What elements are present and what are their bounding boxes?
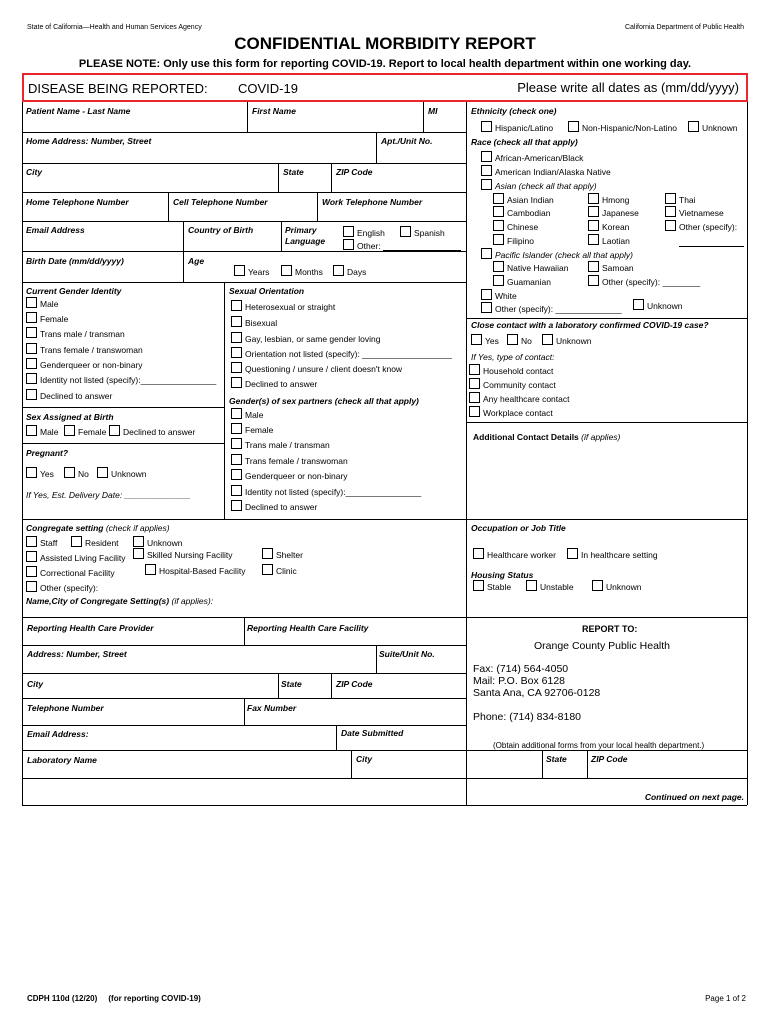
household-contact-label: Household contact (483, 366, 554, 376)
provider-label: Reporting Health Care Provider (27, 623, 154, 633)
gender-nonbinary-label: Genderqueer or non-binary (40, 360, 143, 370)
skilled-nursing-checkbox[interactable] (133, 548, 144, 559)
housing-unstable-label: Unstable (540, 582, 574, 592)
native-hawaiian-label: Native Hawaiian (507, 263, 569, 273)
community-contact-label: Community contact (483, 380, 556, 390)
race-white-checkbox[interactable] (481, 289, 492, 300)
housing-unknown-label: Unknown (606, 582, 642, 592)
age-months-label: Months (295, 267, 323, 277)
form-id: CDPH 110d (12/20) (for reporting COVID-19) (27, 994, 201, 1003)
orientation-bisexual-checkbox[interactable] (231, 316, 242, 327)
ethnicity-unknown-checkbox[interactable] (688, 121, 699, 132)
gender-transman-checkbox[interactable] (26, 327, 37, 338)
chinese-label: Chinese (507, 222, 539, 232)
cell-phone-label: Cell Telephone Number (173, 197, 268, 207)
healthcare-worker-label: Healthcare worker (487, 550, 556, 560)
samoan-label: Samoan (602, 263, 634, 273)
age-months-checkbox[interactable] (281, 265, 292, 276)
congregate-title-suffix: (check if applies) (105, 523, 170, 533)
provider-zip-label: ZIP Code (336, 679, 373, 689)
orientation-declined-label: Declined to answer (245, 379, 318, 389)
lab-city-label: City (356, 754, 373, 764)
hmong-checkbox[interactable] (588, 193, 599, 204)
guamanian-label: Guamanian (507, 277, 551, 287)
disease-value: COVID-19 (238, 81, 298, 96)
correctional-checkbox[interactable] (26, 566, 37, 577)
orientation-questioning-label: Questioning / unsure / client doesn't know (245, 364, 403, 374)
age-years-label: Years (248, 267, 270, 277)
delivery-date-label: If Yes, Est. Delivery Date: ______________ (26, 490, 191, 500)
primary-language-label-2: Language (285, 236, 326, 246)
sex-male-label: Male (40, 427, 59, 437)
shelter-checkbox[interactable] (262, 548, 273, 559)
congregate-staff-label: Staff (40, 538, 58, 548)
partner-transwoman-checkbox[interactable] (231, 454, 242, 465)
race-other-checkbox[interactable] (481, 302, 492, 313)
sex-birth-title: Sex Assigned at Birth (26, 412, 114, 422)
contact-yes-label: Yes (485, 336, 499, 346)
gender-transwoman-label: Trans female / transwoman (40, 345, 143, 355)
report-to-city: Santa Ana, CA 92706-0128 (473, 687, 601, 699)
race-unknown-label: Unknown (647, 301, 683, 311)
assisted-living-checkbox[interactable] (26, 551, 37, 562)
housing-unstable-checkbox[interactable] (526, 580, 537, 591)
japanese-label: Japanese (602, 208, 639, 218)
korean-label: Korean (602, 222, 630, 232)
shelter-label: Shelter (276, 550, 303, 560)
housing-unknown-checkbox[interactable] (592, 580, 603, 591)
report-to-obtain: (Obtain additional forms from your local health department.) (493, 741, 705, 750)
mi-label: MI (428, 106, 438, 116)
asian-other-checkbox[interactable] (665, 220, 676, 231)
provider-state-label: State (281, 679, 302, 689)
congregate-resident-checkbox[interactable] (71, 536, 82, 547)
hispanic-checkbox[interactable] (481, 121, 492, 132)
samoan-checkbox[interactable] (588, 261, 599, 272)
gender-male-checkbox[interactable] (26, 297, 37, 308)
vietnamese-label: Vietnamese (679, 208, 724, 218)
hmong-label: Hmong (602, 195, 630, 205)
agency-left: State of California—Health and Human Services Agency (27, 24, 202, 31)
report-to-fax: Fax: (714) 564-4050 (473, 663, 569, 675)
japanese-checkbox[interactable] (588, 206, 599, 217)
form-title: CONFIDENTIAL MORBIDITY REPORT (234, 34, 536, 53)
pregnant-no-label: No (78, 469, 89, 479)
orientation-straight-checkbox[interactable] (231, 300, 242, 311)
hospital-based-checkbox[interactable] (145, 564, 156, 575)
gender-transwoman-checkbox[interactable] (26, 343, 37, 354)
close-contact-title: Close contact with a laboratory confirmed COVID-19 case? (471, 320, 709, 330)
partner-transman-checkbox[interactable] (231, 438, 242, 449)
lab-zip-label: ZIP Code (591, 754, 628, 764)
thai-label: Thai (679, 195, 696, 205)
race-african-checkbox[interactable] (481, 151, 492, 162)
agency-right: California Department of Public Health (624, 24, 744, 31)
partner-female-checkbox[interactable] (231, 423, 242, 434)
ethnicity-title: Ethnicity (check one) (471, 106, 557, 116)
pacific-other-checkbox[interactable] (588, 275, 599, 286)
provider-city-label: City (27, 679, 44, 689)
healthcare-contact-label: Any healthcare contact (483, 394, 570, 404)
race-american-indian-checkbox[interactable] (481, 165, 492, 176)
contact-details-suffix: (if applies) (581, 432, 621, 442)
contact-no-checkbox[interactable] (507, 334, 518, 345)
assisted-living-label: Assisted Living Facility (40, 553, 126, 563)
contact-type-title: If Yes, type of contact: (471, 352, 555, 362)
contact-yes-checkbox[interactable] (471, 334, 482, 345)
congregate-other-label: Other (specify): (40, 583, 99, 593)
last-name-label: Patient Name - Last Name (26, 106, 131, 116)
cambodian-checkbox[interactable] (493, 206, 504, 217)
sex-declined-label: Declined to answer (123, 427, 196, 437)
race-title: Race (check all that apply) (471, 137, 578, 147)
gender-not-listed-label: Identity not listed (specify):________________ (40, 375, 217, 385)
congregate-other-checkbox[interactable] (26, 581, 37, 592)
housing-stable-label: Stable (487, 582, 512, 592)
sex-male-checkbox[interactable] (26, 425, 37, 436)
pregnant-unknown-label: Unknown (111, 469, 147, 479)
orientation-bisexual-label: Bisexual (245, 318, 278, 328)
continued-note: Continued on next page. (644, 792, 744, 802)
disease-box (22, 73, 748, 102)
asian-other-label: Other (specify): (679, 222, 738, 232)
contact-details-title (473, 432, 620, 442)
thai-checkbox[interactable] (665, 193, 676, 204)
partner-nonbinary-label: Genderqueer or non-binary (245, 471, 348, 481)
guamanian-checkbox[interactable] (493, 275, 504, 286)
race-asian-label: Asian (check all that apply) (495, 181, 597, 191)
laotian-checkbox[interactable] (588, 234, 599, 245)
contact-unknown-label: Unknown (556, 336, 592, 346)
form-note: PLEASE NOTE: Only use this form for reporting COVID-19. Report to local health department within one working day. (78, 58, 692, 70)
congregate-unknown-checkbox[interactable] (133, 536, 144, 547)
provider-phone-label: Telephone Number (27, 703, 104, 713)
spanish-checkbox[interactable] (400, 226, 411, 237)
gender-male-label: Male (40, 299, 59, 309)
asian-indian-label: Asian Indian (507, 195, 554, 205)
race-pacific-label: Pacific Islander (check all that apply) (495, 250, 633, 260)
english-checkbox[interactable] (343, 226, 354, 237)
workplace-contact-label: Workplace contact (483, 408, 553, 418)
asian-indian-checkbox[interactable] (493, 193, 504, 204)
gender-declined-label: Declined to answer (40, 391, 113, 401)
korean-checkbox[interactable] (588, 220, 599, 231)
apt-label: Apt./Unit No. (381, 136, 433, 146)
pregnant-unknown-checkbox[interactable] (97, 467, 108, 478)
orientation-not-listed-checkbox[interactable] (231, 347, 242, 358)
race-unknown-checkbox[interactable] (633, 299, 644, 310)
gender-declined-checkbox[interactable] (26, 389, 37, 400)
filipino-checkbox[interactable] (493, 234, 504, 245)
chinese-checkbox[interactable] (493, 220, 504, 231)
partner-declined-label: Declined to answer (245, 502, 318, 512)
orientation-not-listed-label: Orientation not listed (specify): ___________________ (245, 349, 452, 359)
age-days-label: Days (347, 267, 367, 277)
report-to-mail: Mail: P.O. Box 6128 (473, 675, 566, 687)
laotian-label: Laotian (602, 236, 630, 246)
age-years-checkbox[interactable] (234, 265, 245, 276)
provider-fax-label: Fax Number (247, 703, 297, 713)
race-other-label: Other (specify): ______________ (495, 304, 622, 314)
report-to-phone: Phone: (714) 834-8180 (473, 711, 581, 723)
other-language-label: Other: (357, 241, 381, 251)
orientation-declined-checkbox[interactable] (231, 377, 242, 388)
healthcare-contact-checkbox[interactable] (469, 392, 480, 403)
orientation-questioning-checkbox[interactable] (231, 362, 242, 373)
spanish-label: Spanish (414, 228, 445, 238)
orientation-straight-label: Heterosexual or straight (245, 302, 336, 312)
housing-title: Housing Status (471, 570, 534, 580)
contact-unknown-checkbox[interactable] (542, 334, 553, 345)
zip-label: ZIP Code (336, 167, 373, 177)
sex-female-checkbox[interactable] (64, 425, 75, 436)
healthcare-worker-checkbox[interactable] (473, 548, 484, 559)
other-language-checkbox[interactable] (343, 239, 354, 250)
provider-address-label: Address: Number, Street (27, 649, 127, 659)
primary-language-label: Primary (285, 225, 317, 235)
english-label: English (357, 228, 385, 238)
hospital-based-label: Hospital-Based Facility (159, 566, 246, 576)
skilled-nursing-label: Skilled Nursing Facility (147, 550, 233, 560)
partner-not-listed-label: Identity not listed (specify):________________ (245, 487, 422, 497)
housing-stable-checkbox[interactable] (473, 580, 484, 591)
race-american-indian-label: American Indian/Alaska Native (495, 167, 611, 177)
gender-transman-label: Trans male / transman (40, 329, 125, 339)
partner-male-label: Male (245, 410, 264, 420)
report-to-title: REPORT TO: (582, 624, 638, 634)
gender-female-checkbox[interactable] (26, 312, 37, 323)
race-white-label: White (495, 291, 517, 301)
state-label: State (283, 167, 304, 177)
clinic-label: Clinic (276, 566, 297, 576)
congregate-staff-checkbox[interactable] (26, 536, 37, 547)
clinic-checkbox[interactable] (262, 564, 273, 575)
race-asian-checkbox[interactable] (481, 179, 492, 190)
filipino-label: Filipino (507, 236, 534, 246)
partner-female-label: Female (245, 425, 274, 435)
congregate-title (26, 523, 170, 533)
native-hawaiian-checkbox[interactable] (493, 261, 504, 272)
first-name-label: First Name (252, 106, 296, 116)
pacific-other-label: Other (specify): ________ (602, 277, 701, 287)
age-label: Age (188, 256, 205, 266)
correctional-label: Correctional Facility (40, 568, 115, 578)
gender-not-listed-checkbox[interactable] (26, 373, 37, 384)
gender-female-label: Female (40, 314, 69, 324)
date-submitted-label: Date Submitted (341, 728, 404, 738)
orientation-title: Sexual Orientation (229, 286, 305, 296)
provider-suite-label: Suite/Unit No. (379, 649, 435, 659)
congregate-resident-label: Resident (85, 538, 119, 548)
congregate-name-city-suffix: (if applies): (171, 596, 214, 606)
contact-details-label: Additional Contact Details (473, 432, 579, 442)
home-phone-label: Home Telephone Number (26, 197, 129, 207)
report-to-org: Orange County Public Health (534, 640, 670, 652)
lab-state-label: State (546, 754, 567, 764)
facility-label: Reporting Health Care Facility (247, 623, 369, 633)
congregate-name-city-label: Name,City of Congregate Setting(s) (26, 596, 170, 606)
in-healthcare-setting-checkbox[interactable] (567, 548, 578, 559)
partner-not-listed-checkbox[interactable] (231, 485, 242, 496)
sex-female-label: Female (78, 427, 107, 437)
congregate-unknown-label: Unknown (147, 538, 183, 548)
country-birth-label: Country of Birth (188, 225, 254, 235)
hispanic-label: Hispanic/Latino (495, 123, 554, 133)
ethnicity-unknown-label: Unknown (702, 123, 738, 133)
contact-no-label: No (521, 336, 532, 346)
city-label: City (26, 167, 43, 177)
pregnant-yes-checkbox[interactable] (26, 467, 37, 478)
birth-date-label: Birth Date (mm/dd/yyyy) (26, 256, 124, 266)
work-phone-label: Work Telephone Number (322, 197, 423, 207)
partner-nonbinary-checkbox[interactable] (231, 469, 242, 480)
disease-label: DISEASE BEING REPORTED: (28, 81, 208, 96)
community-contact-checkbox[interactable] (469, 378, 480, 389)
cambodian-label: Cambodian (507, 208, 551, 218)
orientation-gay-checkbox[interactable] (231, 332, 242, 343)
workplace-contact-checkbox[interactable] (469, 406, 480, 417)
non-hispanic-label: Non-Hispanic/Non-Latino (582, 123, 677, 133)
page-number: Page 1 of 2 (705, 994, 746, 1003)
email-label: Email Address (26, 225, 85, 235)
non-hispanic-checkbox[interactable] (568, 121, 579, 132)
gender-title: Current Gender Identity (26, 286, 122, 296)
in-healthcare-setting-label: In healthcare setting (581, 550, 658, 560)
partner-declined-checkbox[interactable] (231, 500, 242, 511)
vietnamese-checkbox[interactable] (665, 206, 676, 217)
partner-transman-label: Trans male / transman (245, 440, 330, 450)
congregate-name-city (26, 596, 213, 606)
race-pacific-checkbox[interactable] (481, 248, 492, 259)
lab-name-label: Laboratory Name (27, 755, 97, 765)
occupation-title: Occupation or Job Title (471, 523, 566, 533)
home-address-label: Home Address: Number, Street (26, 136, 152, 146)
gender-nonbinary-checkbox[interactable] (26, 358, 37, 369)
age-days-checkbox[interactable] (333, 265, 344, 276)
partner-male-checkbox[interactable] (231, 408, 242, 419)
race-african-label: African-American/Black (495, 153, 584, 163)
sex-declined-checkbox[interactable] (109, 425, 120, 436)
pregnant-title: Pregnant? (26, 448, 69, 458)
dates-note: Please write all dates as (mm/dd/yyyy) (517, 80, 739, 95)
orientation-gay-label: Gay, lesbian, or same gender loving (245, 334, 381, 344)
pregnant-yes-label: Yes (40, 469, 54, 479)
household-contact-checkbox[interactable] (469, 364, 480, 375)
partner-transwoman-label: Trans female / transwoman (245, 456, 348, 466)
congregate-title-label: Congregate setting (26, 523, 104, 533)
partners-title: Gender(s) of sex partners (check all that apply) (229, 396, 419, 406)
pregnant-no-checkbox[interactable] (64, 467, 75, 478)
provider-email-label: Email Address: (27, 729, 89, 739)
